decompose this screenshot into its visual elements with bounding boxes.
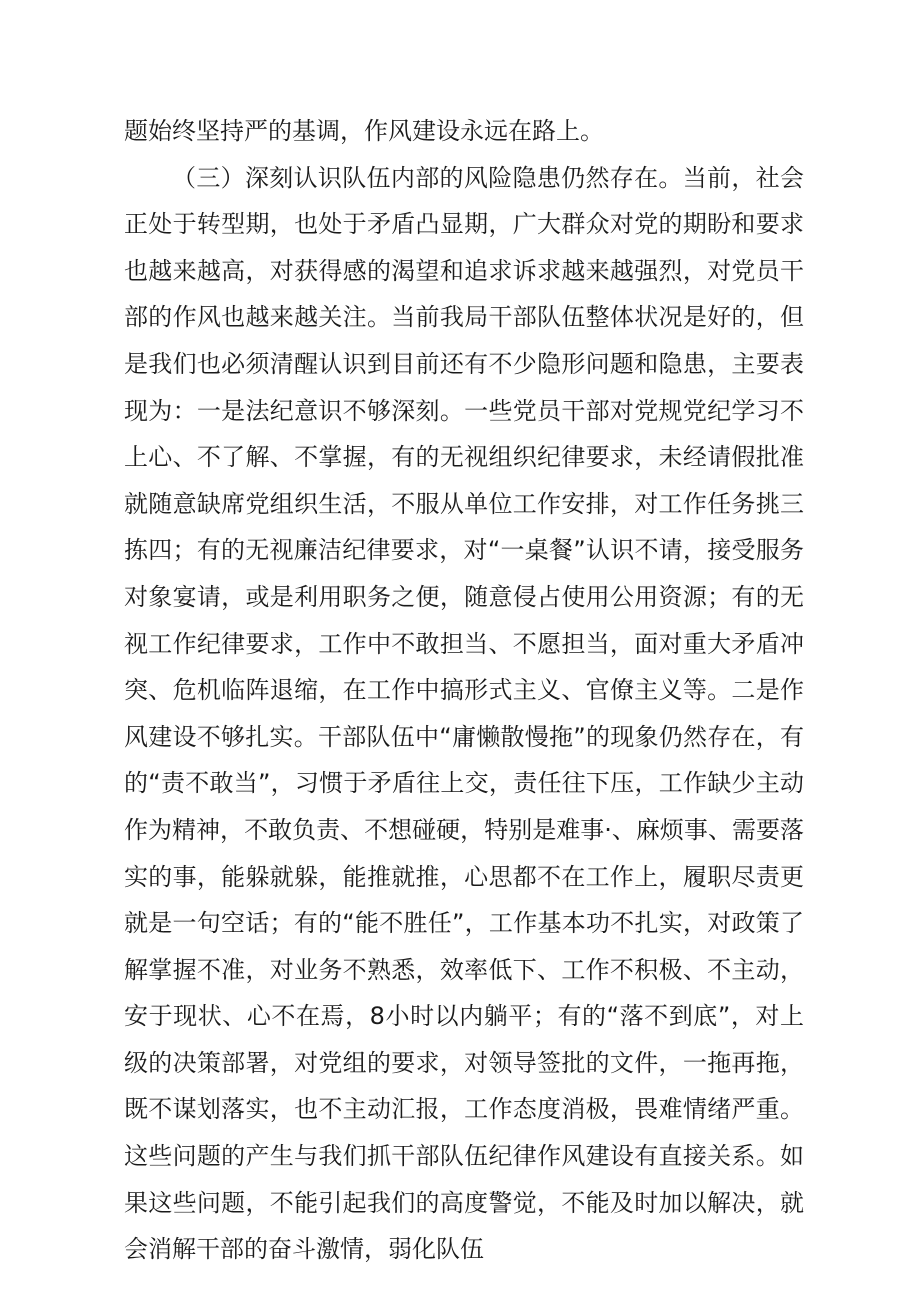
document-body [124, 108, 804, 1273]
paragraph-continuation: 题始终坚持严的基调，作风建设永远在路上。 [124, 117, 604, 145]
paragraph-section-three: （三）深刻认识队伍内部的风险隐患仍然存在。当前，社会正处于转型期，也处于矛盾凸显期，广大群众对党的期盼和要求也越来越高，对获得感的渴望和追求诉求越来越强烈，对党员干部的作风也越来越关注。当前我局干部队伍整体状况是好的，但是我们也必须清醒认识到目前还有不少隐形问题和隐患，主要表现为：一是法纪意识不够深刻。一些党员干部对党规党纪学习不上心、不了解、不掌握，有的无视组织纪律要求，未经请假批准就随意缺席党组织生活，不服从单位工作安排，对工作任务挑三拣四；有的无视廉洁纪律要求，对“一桌餐”认识不请，接受服务对象宴请，或是利用职务之便，随意侵占使用公用资源；有的无视工作纪律要求，工作中不敢担当、不愿担当，面对重大矛盾冲突、危机临阵退缩，在工作中搞形式主义、官僚主义等。二是作风建设不够扎实。干部队伍中“庸懒散慢拖”的现象仍然存在，有的“责不敢当”，习惯于矛盾往上交，责任往下压，工作缺少主动作为精神，不敢负责、不想碰硬，特别是难事·、麻烦事、需要落实的事，能躲就躲，能推就推，心思都不在工作上，履职尽责更就是一句空话；有的“能不胜任”，工作基本功不扎实，对政策了解掌握不准，对业务不熟悉，效率低下、工作不积极、不主动，安于现状、心不在焉，8小时以内躺平；有的“落不到底”，对上级的决策部署，对党组的要求，对领导签批的文件，一拖再拖，既不谋划落实，也不主动汇报，工作态度消极，畏难情绪严重。这些问题的产生与我们抓干部队伍纪律作风建设有直接关系。如果这些问题，不能引起我们的高度警觉，不能及时加以解决，就会消解干部的奋斗激情，弱化队伍 [124, 163, 804, 1264]
